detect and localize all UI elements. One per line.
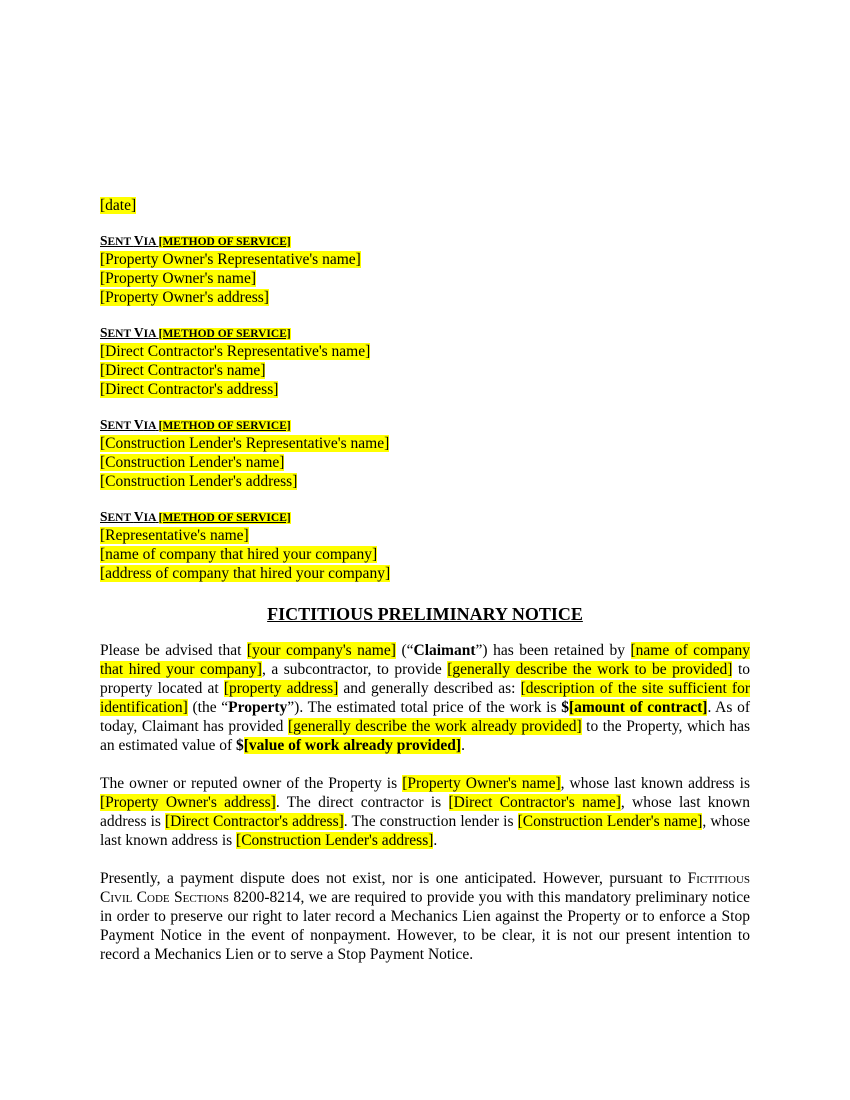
sent-via-line: SENT VIA [METHOD OF SERVICE] [100,417,291,432]
recipient-address: [Direct Contractor's address] [100,381,279,398]
company-name-placeholder: [your company's name] [246,642,396,659]
recipient-name: [Direct Contractor's name] [100,362,266,379]
owner-name-placeholder: [Property Owner's name] [402,775,561,792]
recipient-address: [address of company that hired your company] [100,565,391,582]
recipient-name: [Construction Lender's name] [100,454,285,471]
recipient-block [100,509,750,583]
code-reference: Fictitious Civil Code Sections [100,870,750,906]
method-of-service: [METHOD OF SERVICE] [158,328,291,340]
recipient-address: [Property Owner's address] [100,289,269,306]
sent-via-line: SENT VIA [METHOD OF SERVICE] [100,509,291,524]
sent-via-line: SENT VIA [METHOD OF SERVICE] [100,325,291,340]
method-of-service: [METHOD OF SERVICE] [158,236,291,248]
recipient-representative: [Direct Contractor's Representative's name] [100,343,371,360]
sent-via-line: SENT VIA [METHOD OF SERVICE] [100,233,291,248]
method-of-service: [METHOD OF SERVICE] [158,420,291,432]
recipient-representative: [Construction Lender's Representative's name] [100,435,390,452]
contract-amount-placeholder: [amount of contract] [568,699,708,716]
recipient-address: [Construction Lender's address] [100,473,298,490]
date-placeholder: [date] [100,197,137,214]
document-page [100,196,750,983]
contractor-address-placeholder: [Direct Contractor's address] [164,813,344,830]
lender-address-placeholder: [Construction Lender's address] [236,832,434,849]
work-description-placeholder: [generally describe the work to be provided] [447,661,733,678]
recipient-representative: [Property Owner's Representative's name] [100,251,361,268]
method-of-service: [METHOD OF SERVICE] [158,512,291,524]
recipient-block [100,325,750,399]
recipient-representative: [Representative's name] [100,527,249,544]
work-value-placeholder: [value of work already provided] [243,737,462,754]
contractor-name-placeholder: [Direct Contractor's name] [448,794,621,811]
property-address-placeholder: [property address] [223,680,339,697]
site-description-placeholder: [description of the site sufficient for identification] [100,680,750,716]
recipient-name: [Property Owner's name] [100,270,257,287]
notice-paragraph-2: The owner or reputed owner of the Property is [Property Owner's name], whose last known address is [Property Owner's address]. The direct contractor is [Direct Contractor's name], whose last known address is [Direct Contractor's address]. The construction lender is [Construction Lender's name], whose last known address is [Construction Lender's address]. [100,775,751,849]
notice-paragraph-1: Please be advised that [your company's name] (“Claimant”) has been retained by [name of company that hired your company], a subcontractor, to provide [generally describe the work to be provided] to property located at [property address] and generally described as: [description of the site sufficient for identification] (the “Property”). The estimated total price of the work is $[amount of contract]. As of today, Claimant has provided [generally describe the work already provided] to the Property, which has an estimated value of $[value of work already provided]. [100,642,751,754]
recipient-block [100,233,750,307]
document-title: FICTITIOUS PRELIMINARY NOTICE [267,604,583,624]
date-line [100,196,750,215]
notice-paragraph-3: Presently, a payment dispute does not exist, nor is one anticipated. However, pursuant to Fictitious Civil Code Sections 8200-8214, we are required to provide you with this mandatory preliminary notice in order to preserve our right to later record a Mechanics Lien against the Property or to enforce a Stop Payment Notice in the event of nonpayment. However, to be clear, it is not our present intention to record a Mechanics Lien or to serve a Stop Payment Notice. [100,870,750,963]
hiring-company-placeholder: [name of company that hired your company] [100,642,750,678]
recipient-block [100,417,750,491]
recipient-name: [name of company that hired your company] [100,546,378,563]
owner-address-placeholder: [Property Owner's address] [100,794,276,811]
lender-name-placeholder: [Construction Lender's name] [517,813,703,830]
work-provided-placeholder: [generally describe the work already provided] [287,718,582,735]
